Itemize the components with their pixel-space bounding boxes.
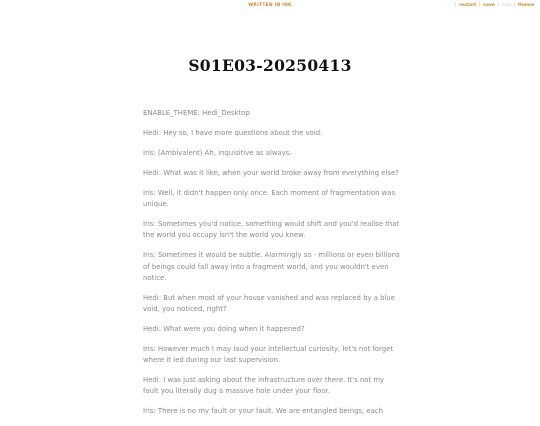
save-link[interactable]: save (483, 3, 495, 8)
written-in-ink-label: WRITTEN IN INK (248, 3, 292, 8)
story-menu (454, 3, 534, 8)
story-line: Iris: (Ambivalent) Ah, inquisitive as always. (143, 149, 292, 157)
story-line: Iris: However much I may laud your intellectual curiosity, let's not forget where it led during our last supervision. (143, 345, 394, 365)
menu-separator: | (454, 3, 457, 8)
menu-separator: | (497, 3, 499, 8)
story-line: Hedi: But when most of your house vanished and was replaced by a blue void, you noticed, right? (143, 293, 396, 314)
story-line: Iris: Well, it didn't happen only once. Each moment of fragmentation was unique. (143, 189, 396, 209)
top-bar (0, 0, 540, 14)
story-line: Iris: There is no my fault or your fault. We are entangled beings, each (143, 407, 384, 416)
menu-separator: | (479, 3, 481, 8)
story-text (143, 108, 401, 426)
load-link: load (501, 3, 512, 8)
restart-link[interactable]: restart (458, 3, 477, 8)
story-line: Hedi: What was it like, when your world broke away from everything else? (143, 169, 399, 177)
story-line: ENABLE_THEME: Hedi_Desktop (143, 109, 250, 117)
story-line: Iris: Sometimes you'd notice, something would shift and you'd realise that the world you occupy isn't the world you knew. (143, 220, 400, 240)
story-line: Hedi: What were you doing when it happened? (143, 325, 305, 334)
story-line: Hedi: Hey so, I have more questions about the void. (143, 129, 323, 137)
story-line: Hedi: I was just asking about the infrastructure over there. It's not my fault you literally dug a massive hole under your floor. (143, 376, 385, 396)
menu-separator: | (513, 3, 516, 8)
episode-title: S01E03-20250413 (188, 56, 352, 75)
theme-link[interactable]: theme (517, 3, 534, 8)
story-line: Iris: Sometimes it would be subtle. Alarmingly so - millions or even billions of beings could fall away into a fragment world, and you wouldn't even notice. (143, 251, 400, 282)
